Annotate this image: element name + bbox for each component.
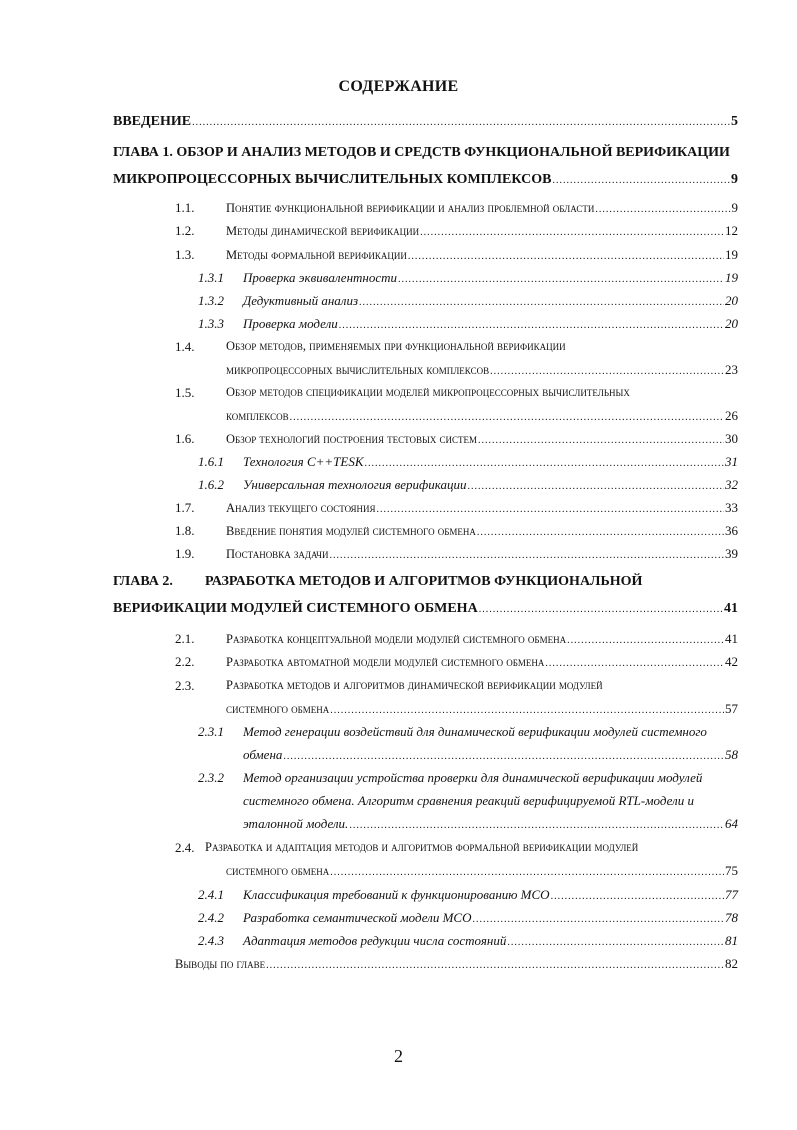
dot-leader [507, 937, 724, 948]
toc-entry-title: Методы динамической верификации [226, 224, 420, 238]
toc-entry-line[interactable] [113, 114, 738, 132]
toc-entry-title: МИКРОПРОЦЕССОРНЫХ ВЫЧИСЛИТЕЛЬНЫХ КОМПЛЕКСОВ [113, 172, 552, 187]
toc-title: СОДЕРЖАНИЕ [338, 78, 459, 95]
dot-leader [477, 527, 724, 538]
toc-entry-line[interactable] [226, 500, 738, 518]
toc-entry-line[interactable] [226, 385, 630, 403]
toc-entry-line[interactable] [243, 910, 738, 928]
dot-leader [329, 550, 724, 561]
page-number: 2 [394, 1046, 403, 1066]
toc-entry-title: микропроцессорных вычислительных комплексов [226, 363, 490, 377]
dot-leader [490, 366, 724, 377]
dot-leader [377, 504, 725, 515]
dot-leader [349, 820, 724, 831]
dot-leader [472, 914, 724, 925]
toc-entry-page: 20 [725, 316, 738, 331]
toc-entry-number: 1.2. [175, 223, 195, 238]
toc-entry-title: Универсальная технология верификации [243, 477, 467, 492]
toc-entry-page: 42 [725, 654, 738, 669]
dot-leader [408, 251, 724, 262]
toc-entry-page: 9 [731, 200, 738, 215]
toc-entry-line[interactable] [243, 316, 738, 334]
toc-entry-number: 2.4.1 [198, 887, 224, 902]
toc-entry-title: системного обмена [226, 864, 330, 878]
toc-entry-number: 1.6.1 [198, 454, 224, 469]
toc-entry-number: 1.3. [175, 247, 195, 262]
toc-entry-title: Метод организации устройства проверки для динамической верификации модулей [243, 770, 703, 785]
toc-entry-number: 1.3.1 [198, 270, 224, 285]
toc-entry-page: 19 [725, 247, 738, 262]
toc-entry-line[interactable] [113, 145, 730, 163]
toc-entry-number: 1.8. [175, 523, 195, 538]
dot-leader [551, 891, 724, 902]
toc-entry-title: Дедуктивный анализ [243, 293, 359, 308]
dot-leader [567, 635, 724, 646]
dot-leader [552, 175, 730, 186]
toc-entry-number: 1.3.2 [198, 293, 224, 308]
toc-entry-number: 1.3.3 [198, 316, 224, 331]
dot-leader [478, 435, 724, 446]
toc-entry-number: 2.4. [175, 840, 195, 855]
toc-entry-page: 36 [725, 523, 738, 538]
toc-entry-number: 2.3.2 [198, 770, 224, 785]
toc-entry-line[interactable] [243, 933, 738, 951]
toc-entry-page: 77 [725, 887, 738, 902]
toc-entry-title: системного обмена [226, 702, 330, 716]
toc-entry-title: Разработка автоматной модели модулей системного обмена [226, 655, 545, 669]
toc-entry-line[interactable] [226, 431, 738, 449]
toc-entry-line[interactable] [226, 362, 738, 380]
toc-entry-page: 41 [724, 601, 738, 616]
dot-leader [479, 604, 723, 615]
toc-entry-number: 2.1. [175, 631, 195, 646]
toc-entry-page: 12 [725, 223, 738, 238]
toc-entry-title: комплексов [226, 409, 289, 423]
dot-leader [365, 458, 724, 469]
toc-entry-line[interactable] [226, 631, 738, 649]
toc-entry-title: Разработка семантической модели МСО [243, 910, 472, 925]
dot-leader [420, 227, 724, 238]
dot-leader [359, 297, 724, 308]
toc-entry-line[interactable] [226, 863, 738, 881]
toc-entry-title: эталонной модели. [243, 816, 349, 831]
dot-leader [595, 204, 730, 215]
dot-leader [290, 412, 724, 423]
toc-entry-line[interactable] [226, 408, 738, 426]
toc-entry-number: 1.6. [175, 431, 195, 446]
toc-entry-number: 2.2. [175, 654, 195, 669]
toc-entry-line[interactable] [175, 956, 738, 974]
toc-entry-page: 82 [725, 956, 738, 971]
toc-entry-line[interactable] [243, 454, 738, 472]
toc-entry-title: Метод генерации воздействий для динамической верификации модулей системного [243, 724, 707, 739]
toc-entry-page: 81 [725, 933, 738, 948]
toc-entry-title: Адаптация методов редукции числа состояний [243, 933, 507, 948]
dot-leader [192, 117, 730, 128]
toc-entry-line[interactable] [226, 546, 738, 564]
toc-entry-line[interactable] [243, 793, 694, 811]
toc-entry-page: 9 [731, 172, 738, 187]
toc-entry-number: 2.3. [175, 678, 195, 693]
toc-entry-title: Обзор методов, применяемых при функциональной верификации [226, 339, 566, 353]
dot-leader [330, 705, 724, 716]
toc-entry-line[interactable] [243, 477, 738, 495]
toc-entry-number: 1.6.2 [198, 477, 224, 492]
toc-entry-line[interactable] [243, 270, 738, 288]
toc-entry-page: 20 [725, 293, 738, 308]
toc-entry-number: 1.7. [175, 500, 195, 515]
toc-entry-title: Обзор методов спецификации моделей микропроцессорных вычислительных [226, 385, 630, 399]
toc-entry-title: Проверка модели [243, 316, 338, 331]
dot-leader [330, 867, 724, 878]
toc-entry-number: 1.9. [175, 546, 195, 561]
toc-entry-number: 1.5. [175, 385, 195, 400]
toc-entry-line[interactable] [226, 247, 738, 265]
toc-entry-title: Понятие функциональной верификации и анализ проблемной области [226, 201, 595, 215]
toc-entry-page: 58 [725, 747, 738, 762]
toc-entry-number: 2.4.3 [198, 933, 224, 948]
toc-entry-title: Проверка эквивалентности [243, 270, 398, 285]
toc-entry-title: Выводы по главе [175, 957, 266, 971]
toc-entry-title: РАЗРАБОТКА МЕТОДОВ И АЛГОРИТМОВ ФУНКЦИОНАЛЬНОЙ [205, 574, 643, 589]
toc-entry-title: ВВЕДЕНИЕ [113, 114, 192, 129]
dot-leader [545, 658, 724, 669]
toc-entry-page: 33 [725, 500, 738, 515]
toc-entry-page: 39 [725, 546, 738, 561]
toc-entry-line[interactable] [243, 724, 707, 742]
toc-entry-line[interactable] [243, 747, 738, 765]
toc-entry-page: 32 [725, 477, 738, 492]
toc-entry-title: Разработка концептуальной модели модулей системного обмена [226, 632, 567, 646]
toc-entry-title: Разработка и адаптация методов и алгоритмов формальной верификации модулей [205, 840, 639, 854]
toc-entry-number: 2.4.2 [198, 910, 224, 925]
toc-entry-line[interactable] [226, 200, 738, 218]
toc-entry-title: Разработка методов и алгоритмов динамической верификации модулей [226, 678, 603, 692]
toc-entry-line[interactable] [226, 523, 738, 541]
toc-entry-line[interactable] [226, 678, 603, 696]
toc-entry-title: ВЕРИФИКАЦИИ МОДУЛЕЙ СИСТЕМНОГО ОБМЕНА [113, 601, 478, 616]
toc-entry-line[interactable] [243, 887, 738, 905]
toc-entry-page: 30 [725, 431, 738, 446]
toc-entry-page: 5 [731, 114, 738, 129]
toc-entry-page: 75 [725, 863, 738, 878]
dot-leader [398, 274, 724, 285]
toc-entry-title: Классификация требований к функционированию МСО [243, 887, 550, 902]
toc-entry-page: 19 [725, 270, 738, 285]
toc-entry-line[interactable] [226, 654, 738, 672]
toc-entry-title: Методы формальной верификации [226, 248, 407, 262]
toc-entry-number: ГЛАВА 2. [113, 574, 173, 589]
toc-entry-line[interactable] [243, 816, 738, 834]
toc-entry-page: 41 [725, 631, 738, 646]
toc-entry-page: 78 [725, 910, 738, 925]
toc-entry-line[interactable] [113, 172, 738, 190]
toc-entry-title: Технология C++TESK [243, 454, 364, 469]
toc-entry-number: 2.3.1 [198, 724, 224, 739]
toc-entry-line[interactable] [226, 223, 738, 241]
toc-entry-line[interactable] [205, 574, 642, 592]
toc-entry-title: Постановка задачи [226, 547, 329, 561]
toc-entry-title: ГЛАВА 1. ОБЗОР И АНАЛИЗ МЕТОДОВ И СРЕДСТВ ФУНКЦИОНАЛЬНОЙ ВЕРИФИКАЦИИ [113, 145, 730, 160]
toc-entry-line[interactable] [205, 840, 638, 858]
toc-entry-title: обмена [243, 747, 283, 762]
toc-entry-line[interactable] [113, 601, 738, 619]
toc-entry-title: Обзор технологий построения тестовых систем [226, 432, 478, 446]
toc-entry-title: системного обмена. Алгоритм сравнения реакций верифицируемой RTL-модели и [243, 793, 694, 808]
dot-leader [283, 751, 724, 762]
toc-entry-number: 1.4. [175, 339, 195, 354]
toc-entry-line[interactable] [243, 293, 738, 311]
toc-entry-number: 1.1. [175, 200, 195, 215]
dot-leader [266, 960, 724, 971]
toc-entry-page: 64 [725, 816, 738, 831]
dot-leader [339, 320, 724, 331]
dot-leader [468, 481, 724, 492]
toc-entry-title: Анализ текущего состояния [226, 501, 376, 515]
toc-entry-line[interactable] [243, 770, 702, 788]
toc-entry-page: 26 [725, 408, 738, 423]
toc-entry-page: 57 [725, 701, 738, 716]
toc-entry-line[interactable] [226, 339, 566, 357]
toc-entry-page: 31 [725, 454, 738, 469]
toc-entry-title: Введение понятия модулей системного обмена [226, 524, 476, 538]
toc-entry-line[interactable] [226, 701, 738, 719]
toc-entry-page: 23 [725, 362, 738, 377]
